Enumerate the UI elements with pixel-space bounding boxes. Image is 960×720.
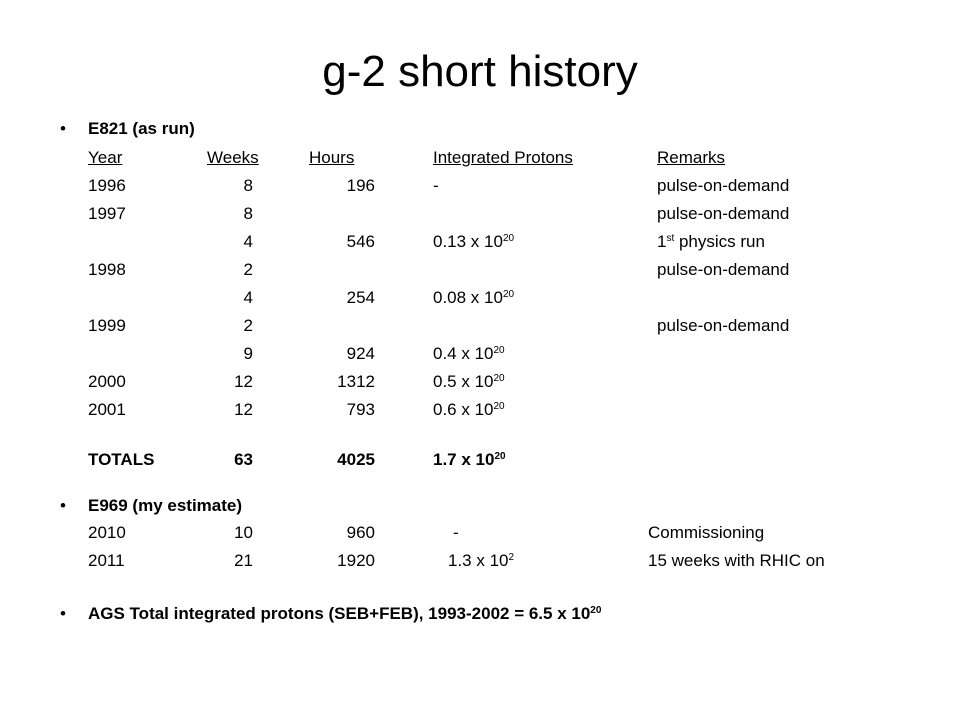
cell-remarks: 1st physics run (657, 232, 765, 251)
cell-year: 1996 (88, 176, 126, 195)
header-year: Year (88, 148, 123, 167)
totals-hours: 4025 (337, 450, 375, 469)
table-row (0, 550, 960, 572)
header-weeks: Weeks (207, 148, 259, 167)
table-row (0, 203, 960, 225)
slide-title: g-2 short history (322, 47, 638, 96)
cell-weeks: 4 (243, 288, 253, 307)
bullet-e969 (60, 495, 242, 517)
cell-year: 2001 (88, 400, 126, 419)
bullet-ags (60, 603, 601, 625)
cell-protons: 1.3 x $10^2$ (448, 551, 515, 570)
cell-protons: 0.4 x $10^{20}$ (433, 344, 505, 363)
table-row (0, 399, 960, 421)
cell-weeks: 8 (243, 204, 253, 223)
cell-weeks: 10 (234, 523, 253, 542)
cell-hours: 924 (346, 344, 375, 363)
table-row (0, 371, 960, 393)
cell-hours: 196 (346, 176, 375, 195)
totals-row (0, 449, 960, 471)
cell-hours: 1312 (337, 372, 375, 391)
cell-hours: 1920 (337, 551, 375, 570)
totals-label: TOTALS (88, 450, 155, 469)
table-row (0, 287, 960, 309)
cell-remarks: Commissioning (648, 523, 765, 542)
e969-heading: E969 (my estimate) (88, 496, 243, 515)
bullet-point-icon: • (60, 496, 66, 515)
cell-protons: 0.6 x $10^{20}$ (433, 400, 505, 419)
header-hours: Hours (309, 148, 355, 167)
cell-hours: 793 (346, 400, 375, 419)
cell-remarks: pulse-on-demand (657, 316, 790, 335)
cell-year: 1997 (88, 204, 126, 223)
cell-remarks: pulse-on-demand (657, 204, 790, 223)
table-row (0, 522, 960, 544)
totals-protons: 1.7 x $10^{20}$ (433, 450, 506, 469)
cell-hours: 254 (346, 288, 375, 307)
header-remarks: Remarks (657, 148, 726, 167)
cell-hours: 960 (346, 523, 375, 542)
table-row (0, 231, 960, 253)
cell-remarks: 15 weeks with RHIC on (648, 551, 825, 570)
cell-year: 2010 (88, 523, 126, 542)
cell-protons: 0.13 x $10^{20}$ (433, 232, 515, 251)
cell-hours: 546 (346, 232, 375, 251)
cell-year: 1998 (88, 260, 126, 279)
ags-total-text: AGS Total integrated protons (SEB+FEB), 1993-2002 = 6.5 x $10^{20}$ (88, 604, 602, 623)
cell-weeks: 2 (243, 260, 253, 279)
table-row (0, 175, 960, 197)
cell-remarks: pulse-on-demand (657, 176, 790, 195)
header-protons: Integrated Protons (433, 148, 573, 167)
cell-weeks: 4 (243, 232, 253, 251)
cell-weeks: 21 (234, 551, 253, 570)
cell-year: 2000 (88, 372, 126, 391)
cell-weeks: 12 (234, 372, 253, 391)
cell-weeks: 8 (243, 176, 253, 195)
bullet-point-icon: • (60, 119, 66, 138)
cell-protons: - (433, 176, 439, 195)
cell-weeks: 2 (243, 316, 253, 335)
bullet-e821 (60, 118, 195, 140)
e821-heading: E821 (as run) (88, 119, 195, 138)
table-row (0, 259, 960, 281)
cell-protons: 0.5 x $10^{20}$ (433, 372, 505, 391)
cell-year: 2011 (88, 551, 125, 570)
cell-year: 1999 (88, 316, 126, 335)
table-row (0, 343, 960, 365)
cell-weeks: 9 (243, 344, 253, 363)
totals-weeks: 63 (234, 450, 253, 469)
cell-protons: 0.08 x $10^{20}$ (433, 288, 515, 307)
cell-weeks: 12 (234, 400, 253, 419)
cell-remarks: pulse-on-demand (657, 260, 790, 279)
e821-header-row (0, 147, 960, 169)
cell-protons: - (453, 523, 459, 542)
bullet-point-icon: • (60, 604, 66, 623)
table-row (0, 315, 960, 337)
